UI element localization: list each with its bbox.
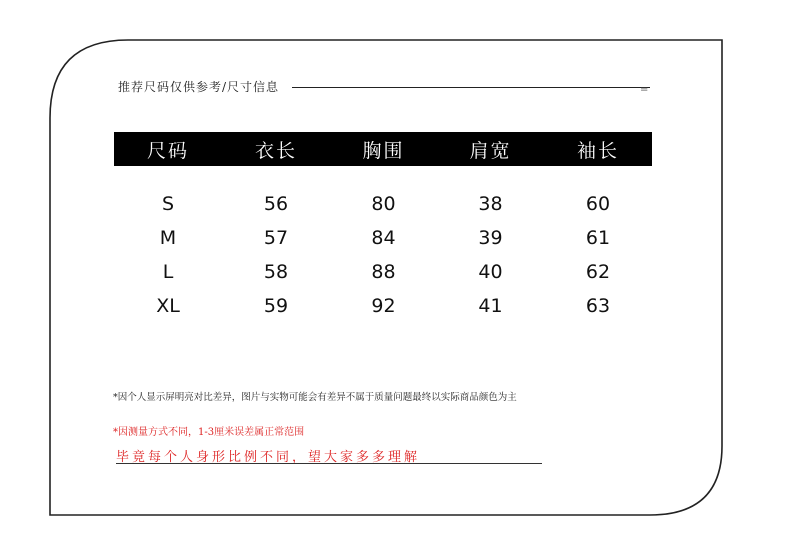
table-row	[114, 295, 652, 317]
column-header-length: 衣长	[254, 139, 297, 162]
measurement-note: *因测量方式不同，1-3厘米误差属正常范围	[113, 427, 305, 438]
column-header-sleeve: 袖长	[576, 139, 619, 162]
table-cell: 80	[371, 193, 396, 215]
table-cell: 88	[371, 261, 396, 283]
table-header	[114, 132, 652, 166]
table-cell: L	[162, 261, 174, 283]
column-header-size: 尺码	[146, 139, 189, 162]
table-cell: 62	[585, 261, 611, 283]
table-cell: 38	[478, 193, 503, 215]
note-underline	[116, 463, 542, 464]
table-cell: 84	[371, 227, 396, 249]
table-cell: XL	[156, 295, 180, 317]
table-cell: 63	[585, 295, 611, 317]
body-shape-note: 毕竟每个人身形比例不同，望大家多多理解	[116, 450, 421, 465]
table-cell: 61	[585, 227, 611, 249]
table-cell: M	[159, 227, 177, 249]
table-row	[114, 193, 652, 215]
table-cell: 58	[263, 261, 289, 283]
header-title: 推荐尺码仅供参考/尺寸信息	[118, 80, 280, 94]
column-header-shoulder: 肩宽	[469, 139, 512, 162]
display-disclaimer: *因个人显示屏明亮对比差异，图片与实物可能会有差异不属于质量问题最终以实际商品颜色为主	[113, 392, 517, 403]
table-cell: 92	[371, 295, 396, 317]
table-cell: 56	[263, 193, 289, 215]
header-mark: =	[640, 84, 649, 95]
table-cell: 39	[478, 227, 503, 249]
table-cell: 40	[478, 261, 503, 283]
table-row	[114, 227, 652, 249]
table-cell: 59	[263, 295, 289, 317]
table-cell: S	[161, 193, 175, 215]
header-rule	[292, 87, 650, 88]
table-cell: 57	[263, 227, 289, 249]
table-row	[114, 261, 652, 283]
table-cell: 41	[478, 295, 503, 317]
column-header-chest: 胸围	[362, 139, 405, 162]
table-cell: 60	[585, 193, 611, 215]
